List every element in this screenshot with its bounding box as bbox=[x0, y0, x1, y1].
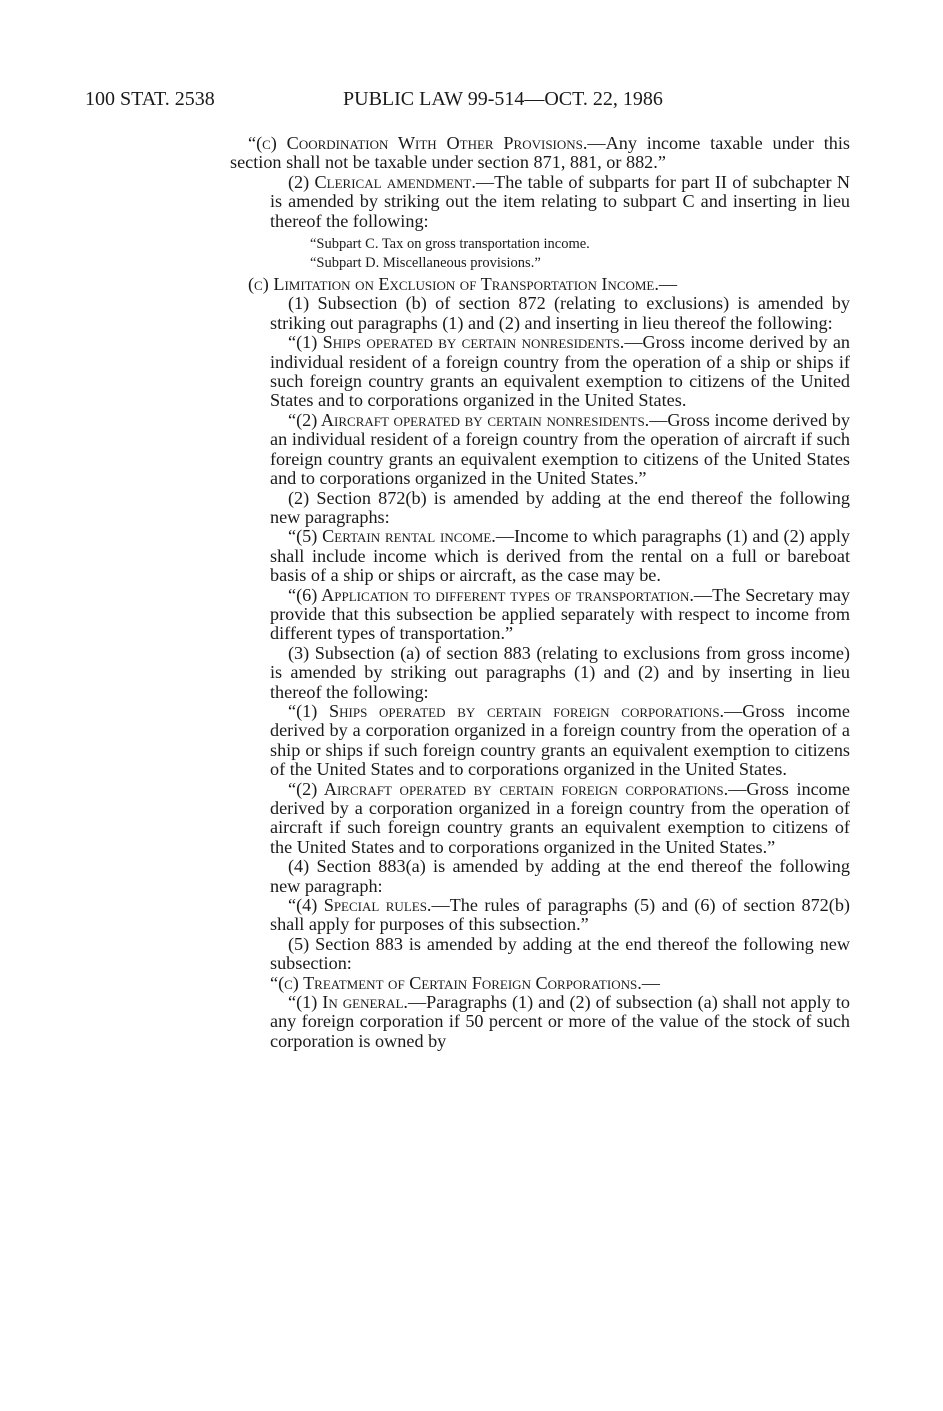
paragraph-coordination: “(c) Coordination With Other Provisions.—Any income taxable under this section shall not be taxable under section 871, 881, or 882.” bbox=[230, 133, 850, 173]
paragraph-1-subsection-b: (1) Subsection (b) of section 872 (relating to exclusions) is amended by striking out paragraphs (1) and (2) and inserting in lieu thereof the following: bbox=[270, 293, 850, 333]
section-heading-treatment: “(c) Treatment of Certain Foreign Corporations.— bbox=[270, 972, 660, 993]
toc-subpart-c: “Subpart C. Tax on gross transportation income. bbox=[310, 236, 590, 253]
document-body bbox=[230, 134, 850, 1051]
public-law-title: PUBLIC LAW 99-514—OCT. 22, 1986 bbox=[343, 88, 663, 110]
paragraph-3-section-883a: (3) Subsection (a) of section 883 (relating to exclusions from gross income) is amended by striking out paragraphs (1) and (2) and by inserting in lieu thereof the following: bbox=[270, 642, 850, 702]
paragraph-4-section-883a: (4) Section 883(a) is amended by adding at the end thereof the following new paragraph: bbox=[270, 856, 850, 896]
toc-subpart-d: “Subpart D. Miscellaneous provisions.” bbox=[310, 255, 541, 272]
paragraph-clerical-amendment: (2) Clerical amendment.—The table of subparts for part II of subchapter N is amended by striking out the item relating to subpart C and inserting in lieu thereof the following: bbox=[270, 171, 850, 231]
section-heading-limitation: (c) Limitation on Exclusion of Transportation Income.— bbox=[248, 274, 678, 295]
paragraph-rental-income: “(5) Certain rental income.—Income to which paragraphs (1) and (2) apply shall include income which is derived from the rental on a full or bareboat basis of a ship or ships or aircraft, as the case may be. bbox=[270, 526, 850, 586]
paragraph-ships-foreign-corporations: “(1) Ships operated by certain foreign corporations.—Gross income derived by a corporation organized in a foreign country from the operation of a ship or ships if such foreign country grants an equivalent exemption to citizens of the United States and to corporations organized in the United States. bbox=[270, 700, 850, 780]
paragraph-special-rules: “(4) Special rules.—The rules of paragraphs (5) and (6) of section 872(b) shall apply for purposes of this subsection.” bbox=[270, 895, 850, 935]
paragraph-5-section-883: (5) Section 883 is amended by adding at the end thereof the following new subsection: bbox=[270, 933, 850, 974]
table-of-subparts bbox=[230, 235, 850, 273]
paragraph-aircraft-nonresidents: “(2) Aircraft operated by certain nonresidents.—Gross income derived by an individual resident of a foreign country from the operation of aircraft if such foreign country grants an equivalent exemption to citizens of the United States and to corporations organized in the United States.” bbox=[270, 409, 850, 489]
paragraph-2-section-872b: (2) Section 872(b) is amended by adding at the end thereof the following new paragraphs: bbox=[270, 487, 850, 527]
paragraph-ships-nonresidents: “(1) Ships operated by certain nonresidents.—Gross income derived by an individual resident of a foreign country from the operation of a ship or ships if such foreign country grants an equivalent exemption to citizens of the United States and to corporations organized in the United States. bbox=[270, 332, 850, 411]
paragraph-aircraft-foreign-corporations: “(2) Aircraft operated by certain foreign corporations.—Gross income derived by a corporation organized in a foreign country from the operation of aircraft if such foreign country grants an equivalent exemption to citizens of the United States and to corporations organized in the United States.” bbox=[270, 778, 850, 857]
stat-page-number: 100 STAT. 2538 bbox=[85, 88, 215, 110]
paragraph-in-general: “(1) In general.—Paragraphs (1) and (2) of subsection (a) shall not apply to any foreign corporation if 50 percent or more of the value of the stock of such corporation is owned by bbox=[270, 992, 850, 1051]
paragraph-different-transportation: “(6) Application to different types of transportation.—The Secretary may provide that this subsection be applied separately with respect to income from different types of transportation.” bbox=[270, 584, 850, 644]
